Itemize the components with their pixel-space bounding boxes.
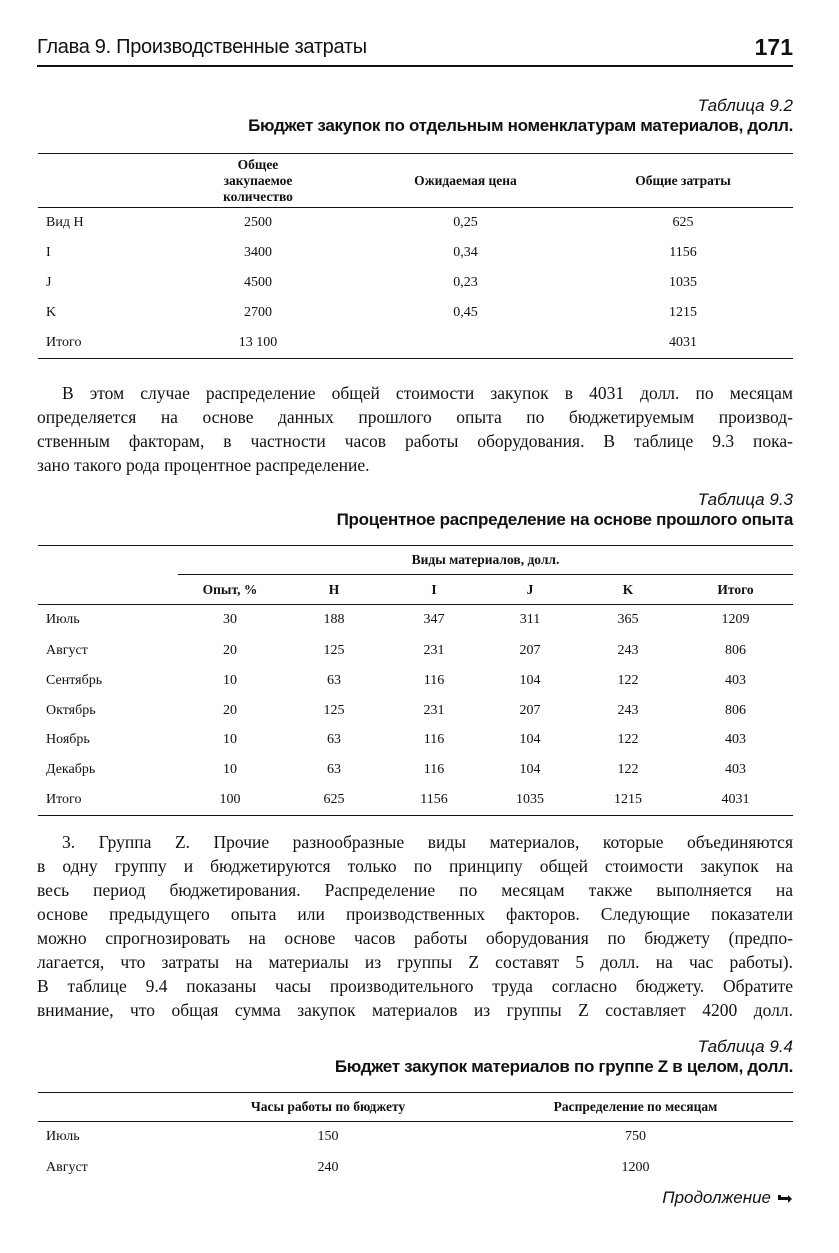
table-row (38, 605, 793, 636)
table-row (38, 755, 793, 785)
table-number: Таблица 9.3 (697, 490, 793, 509)
row-label: Итого (46, 334, 82, 350)
row-label: Вид H (46, 215, 84, 231)
table-cell: 1035 (516, 791, 544, 807)
table-total-row (38, 328, 793, 359)
table-number: Таблица 9.4 (697, 1037, 793, 1056)
column-header: Общее закупаемое количество (223, 156, 293, 204)
table-cell: 1215 (614, 791, 642, 807)
row-label: Июль (46, 612, 80, 628)
table-cell: 2700 (244, 304, 272, 320)
table-cell: 231 (423, 702, 445, 718)
row-label: K (46, 304, 57, 320)
table-cell: 63 (327, 761, 341, 777)
text-line: можно спрогнозировать на основе часов работы оборудования по бюджету (предпо- (37, 928, 793, 948)
table-cell: 1156 (669, 245, 697, 260)
column-header: Общие затраты (635, 172, 731, 188)
table-number: Таблица 9.2 (697, 96, 793, 115)
column-header: Ожидаемая цена (414, 172, 517, 188)
table-cell: 104 (519, 672, 541, 688)
continued-note (662, 1188, 793, 1208)
paragraph-1 (37, 381, 793, 477)
table-cell: 207 (519, 702, 541, 718)
table-cell: 1215 (669, 304, 697, 320)
text-line: зано такого рода процентное распределение. (37, 455, 370, 475)
table-row (38, 696, 793, 726)
table-cell: 4031 (669, 334, 697, 350)
text-line: определяется на основе данных прошлого опыта по бюджетируемым производ- (37, 407, 793, 427)
table-cell: 122 (617, 672, 639, 688)
table-group-header-row (38, 546, 793, 575)
table-cell: 104 (519, 761, 541, 777)
table-9-3 (38, 545, 793, 816)
table-cell: 750 (625, 1129, 646, 1145)
table-cell: 0,34 (453, 245, 478, 260)
row-label: Сентябрь (46, 672, 103, 688)
table-cell: 625 (323, 791, 345, 807)
text-line: лагается, что затраты на материалы из группы Z составят 5 долл. на час работы). (37, 952, 793, 972)
table-cell: 0,25 (453, 215, 478, 231)
table-cell: 20 (223, 642, 237, 658)
table-cell: 1209 (721, 612, 750, 628)
text-line: в одну группу и бюджетируются только по принципу общей стоимости закупок на (37, 856, 793, 876)
table-9-3-caption (337, 490, 793, 530)
text-line: ственным факторам, в частности часов работы оборудования. В таблице 9.3 пока- (37, 431, 793, 451)
table-cell: 0,45 (453, 304, 478, 320)
paragraph-2 (37, 830, 793, 1022)
table-cell: 3400 (244, 245, 272, 260)
table-cell: 100 (219, 791, 241, 807)
table-cell: 403 (725, 672, 746, 688)
text-line: В таблице 9.4 показаны часы производительного труда согласно бюджету. Обратите (37, 976, 793, 996)
table-cell: 125 (323, 702, 345, 718)
table-cell: 188 (323, 612, 345, 628)
column-header: H (328, 581, 340, 597)
table-header-row (38, 154, 793, 208)
table-cell: 311 (519, 612, 541, 628)
row-label: J (46, 274, 52, 290)
column-header (38, 154, 158, 208)
table-row (38, 208, 793, 239)
row-label: Август (46, 642, 88, 658)
table-cell: 10 (223, 672, 237, 688)
row-label: Итого (46, 791, 82, 807)
text-line: весь период бюджетирования. Распределение по месяцам также выполняется на (37, 880, 793, 900)
table-cell: 806 (725, 642, 746, 658)
table-cell: 806 (725, 702, 746, 718)
column-header: K (622, 581, 634, 597)
table-cell: 0,23 (453, 274, 478, 290)
table-cell: 122 (617, 761, 639, 777)
row-label: Июль (46, 1129, 80, 1145)
table-title: Бюджет закупок по отдельным номенклатурам материалов, долл. (248, 116, 793, 135)
table-cell: 4500 (244, 274, 272, 290)
table-cell: 207 (519, 642, 541, 658)
row-label: I (46, 245, 51, 260)
column-header: J (526, 581, 534, 597)
table-cell: 10 (223, 732, 237, 747)
table-row (38, 298, 793, 328)
arrow-right-hook-icon (777, 1194, 793, 1204)
row-label: Ноябрь (46, 732, 90, 747)
table-total-row (38, 785, 793, 816)
table-cell: 243 (617, 702, 639, 718)
text-line: внимание, что общая сумма закупок материалов из группы Z составляет 4200 долл. (37, 1000, 793, 1020)
table-9-2-caption (248, 96, 793, 136)
table-row (38, 726, 793, 755)
table-row (38, 1153, 793, 1183)
table-cell: 2500 (244, 215, 272, 231)
table-cell: 347 (423, 612, 445, 628)
text-line: основе предыдущего опыта или производственных факторов. Следующие показатели (37, 904, 793, 924)
table-cell: 10 (223, 761, 237, 777)
table-row (38, 268, 793, 298)
table-cell: 122 (617, 732, 639, 747)
table-9-2 (38, 153, 793, 359)
table-row (38, 636, 793, 666)
text-line: 3. Группа Z. Прочие разнообразные виды материалов, которые объединяются (62, 832, 793, 852)
table-cell: 150 (317, 1129, 339, 1145)
column-header (38, 575, 178, 605)
table-cell: 104 (519, 732, 541, 747)
table-cell: 1200 (621, 1159, 650, 1175)
table-cell: 116 (423, 761, 445, 777)
group-header: Виды материалов, долл. (178, 546, 793, 575)
chapter-title: Глава 9. Производственные затраты (37, 36, 367, 58)
table-cell: 4031 (721, 791, 750, 807)
table-cell: 63 (327, 672, 341, 688)
row-label: Август (46, 1159, 88, 1175)
header-rule (37, 65, 793, 67)
table-cell: 243 (617, 642, 639, 658)
column-header: Часы работы по бюджету (250, 1099, 406, 1114)
table-cell: 20 (223, 702, 237, 718)
table-cell: 403 (725, 761, 746, 777)
table-cell: 30 (223, 612, 237, 628)
page-number: 171 (754, 34, 793, 60)
table-header-row (38, 575, 793, 605)
table-title: Бюджет закупок материалов по группе Z в целом, долл. (334, 1057, 793, 1076)
table-cell: 231 (423, 642, 445, 658)
column-header: Опыт, % (202, 581, 258, 597)
table-row (38, 666, 793, 696)
table-cell: 365 (617, 612, 639, 628)
table-9-4-caption (335, 1037, 793, 1077)
running-head (37, 34, 793, 64)
table-cell (358, 328, 573, 359)
text-line: В этом случае распределение общей стоимости закупок в 4031 долл. по месяцам (62, 383, 793, 403)
table-cell: 240 (317, 1159, 339, 1175)
table-cell: 125 (323, 642, 345, 658)
table-cell: 1035 (669, 274, 697, 290)
table-cell: 403 (725, 732, 746, 747)
table-cell: 1156 (420, 791, 448, 807)
column-header: Распределение по месяцам (553, 1099, 718, 1114)
table-9-4 (38, 1092, 793, 1183)
column-header (38, 1093, 178, 1122)
table-cell: 625 (672, 215, 694, 231)
column-header: I (431, 581, 437, 597)
row-label: Октябрь (46, 702, 96, 718)
table-row (38, 1122, 793, 1153)
table-cell: 63 (327, 732, 341, 747)
continued-label: Продолжение (662, 1188, 771, 1207)
table-cell: 116 (423, 672, 445, 688)
table-cell: 116 (423, 732, 445, 747)
table-cell: 13 100 (238, 334, 278, 350)
row-label: Декабрь (46, 761, 96, 777)
table-header-row (38, 1093, 793, 1122)
empty-header (38, 546, 178, 575)
table-row (38, 239, 793, 268)
table-title: Процентное распределение на основе прошлого опыта (336, 510, 793, 529)
column-header: Итого (717, 581, 754, 597)
